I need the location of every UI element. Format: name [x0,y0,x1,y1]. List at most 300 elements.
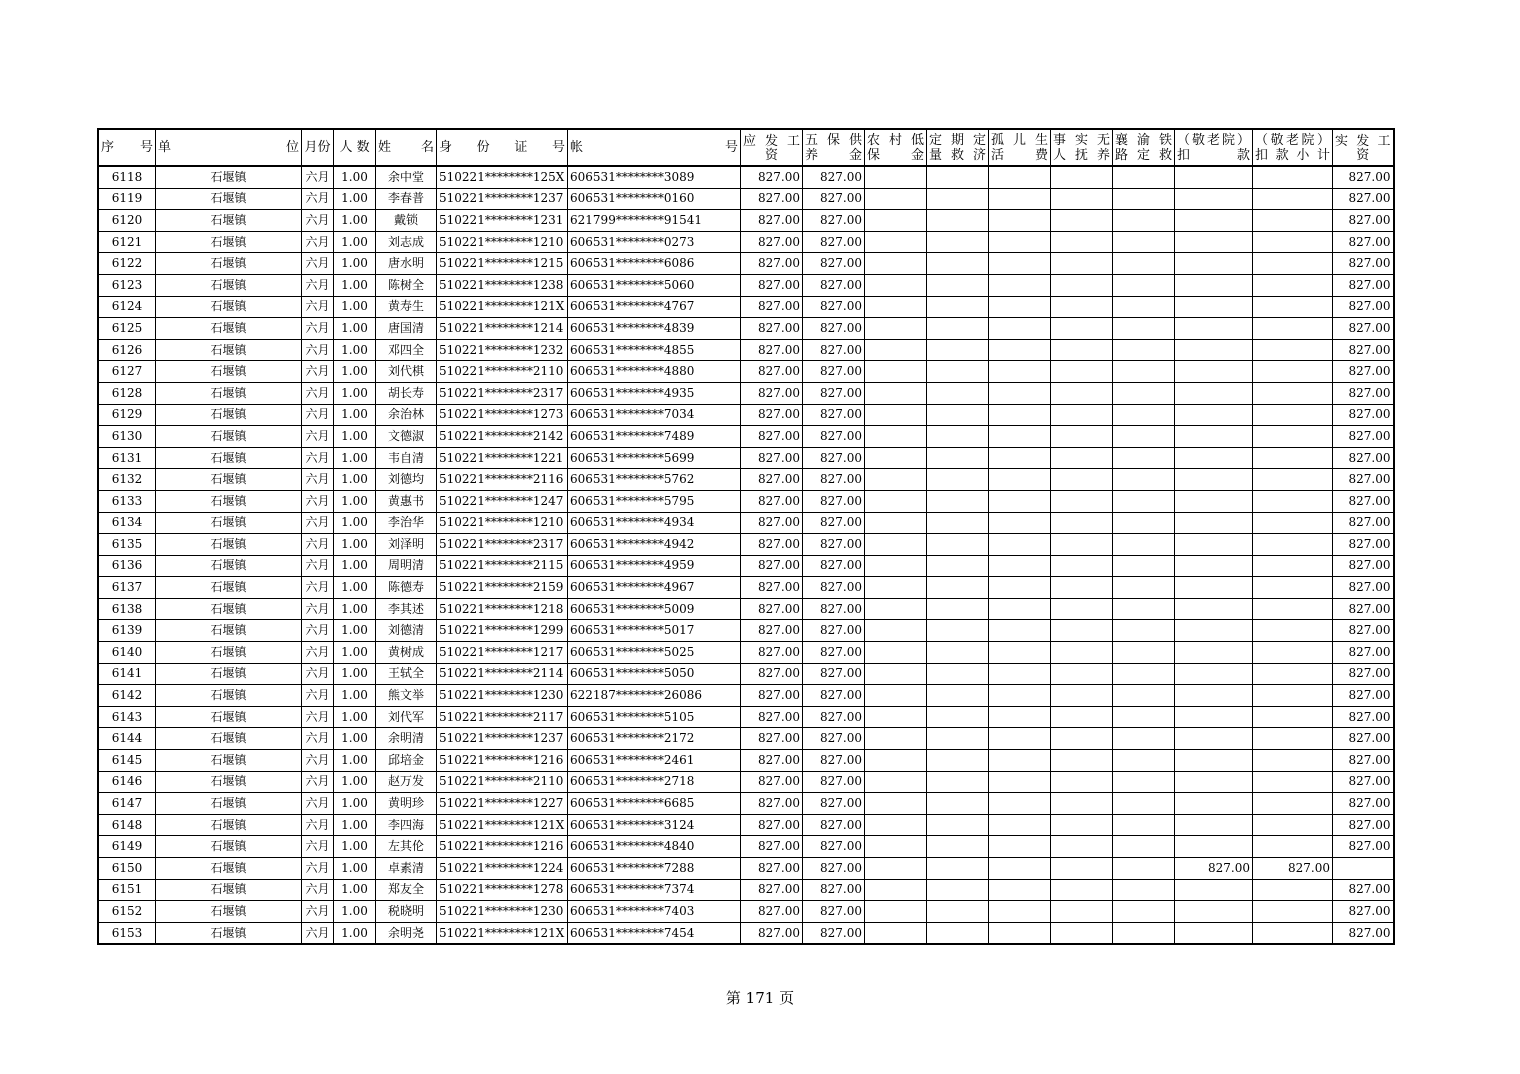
cell-wubao: 827.00 [803,879,865,901]
cell-deduction [1175,620,1253,642]
cell-id: 510221********2317 [437,534,568,556]
cell-wubao: 827.00 [803,814,865,836]
cell-dibao [865,555,927,577]
cell-net-pay: 827.00 [1333,706,1394,728]
cell-name: 胡长寿 [376,382,437,404]
cell-month: 六月 [302,188,334,210]
cell-due-pay: 827.00 [741,318,803,340]
cell-deduction-subtotal [1253,318,1333,340]
cell-month: 六月 [302,620,334,642]
cell-account: 606531********3124 [568,814,741,836]
header-count: 人 数 [334,129,376,166]
cell-name: 黄树成 [376,642,437,664]
cell-net-pay: 827.00 [1333,512,1394,534]
cell-deduction-subtotal [1253,901,1333,923]
cell-xiangyu [1113,404,1175,426]
cell-orphan [989,598,1051,620]
cell-xiangyu [1113,231,1175,253]
cell-dingqi [927,382,989,404]
cell-wubao: 827.00 [803,771,865,793]
table-row [98,426,1394,448]
cell-wubao: 827.00 [803,318,865,340]
cell-wubao: 827.00 [803,339,865,361]
cell-count: 1.00 [334,858,376,880]
cell-dingqi [927,901,989,923]
cell-net-pay: 827.00 [1333,361,1394,383]
cell-dibao [865,534,927,556]
header-wubao: 五 保 供 养 金 [803,129,865,166]
cell-due-pay: 827.00 [741,793,803,815]
cell-count: 1.00 [334,706,376,728]
cell-orphan [989,642,1051,664]
cell-net-pay: 827.00 [1333,426,1394,448]
cell-shishi [1051,750,1113,772]
cell-month: 六月 [302,685,334,707]
header-net-pay: 实 发 工 资 [1333,129,1394,166]
cell-deduction-subtotal [1253,598,1333,620]
cell-month: 六月 [302,642,334,664]
header-shishi: 事 实 无 人 抚 养 [1051,129,1113,166]
cell-wubao: 827.00 [803,922,865,944]
cell-id: 510221********2317 [437,382,568,404]
cell-due-pay: 827.00 [741,728,803,750]
cell-account: 606531********4767 [568,296,741,318]
header-month: 月份 [302,129,334,166]
cell-dibao [865,901,927,923]
cell-id: 510221********1221 [437,447,568,469]
cell-deduction [1175,836,1253,858]
cell-name: 邱培金 [376,750,437,772]
cell-shishi [1051,620,1113,642]
cell-unit: 石堰镇 [156,706,302,728]
cell-unit: 石堰镇 [156,836,302,858]
cell-xiangyu [1113,318,1175,340]
cell-count: 1.00 [334,728,376,750]
cell-xiangyu [1113,274,1175,296]
cell-id: 510221********1216 [437,836,568,858]
cell-net-pay: 827.00 [1333,620,1394,642]
header-name: 姓 名 [376,129,437,166]
cell-xiangyu [1113,814,1175,836]
cell-due-pay: 827.00 [741,879,803,901]
cell-deduction [1175,793,1253,815]
cell-deduction [1175,685,1253,707]
cell-count: 1.00 [334,426,376,448]
cell-id: 510221********2142 [437,426,568,448]
cell-wubao: 827.00 [803,901,865,923]
cell-id: 510221********1230 [437,685,568,707]
cell-deduction [1175,253,1253,275]
cell-xiangyu [1113,879,1175,901]
cell-unit: 石堰镇 [156,166,302,188]
cell-dingqi [927,814,989,836]
cell-month: 六月 [302,555,334,577]
cell-name: 文德淑 [376,426,437,448]
cell-deduction [1175,188,1253,210]
cell-deduction [1175,296,1253,318]
cell-xiangyu [1113,922,1175,944]
cell-unit: 石堰镇 [156,274,302,296]
cell-count: 1.00 [334,577,376,599]
cell-orphan [989,382,1051,404]
table-row [98,166,1394,188]
cell-due-pay: 827.00 [741,210,803,232]
cell-due-pay: 827.00 [741,642,803,664]
cell-id: 510221********2117 [437,706,568,728]
cell-deduction [1175,274,1253,296]
table-row [98,231,1394,253]
header-seq: 序 号 [98,129,156,166]
cell-seq: 6129 [98,404,156,426]
cell-dingqi [927,534,989,556]
cell-deduction-subtotal [1253,879,1333,901]
cell-count: 1.00 [334,339,376,361]
cell-month: 六月 [302,706,334,728]
table-row [98,447,1394,469]
cell-count: 1.00 [334,296,376,318]
cell-dingqi [927,188,989,210]
cell-shishi [1051,404,1113,426]
table-row [98,382,1394,404]
cell-due-pay: 827.00 [741,922,803,944]
cell-id: 510221********1273 [437,404,568,426]
cell-wubao: 827.00 [803,728,865,750]
cell-unit: 石堰镇 [156,534,302,556]
cell-seq: 6124 [98,296,156,318]
cell-net-pay: 827.00 [1333,555,1394,577]
cell-name: 陈树全 [376,274,437,296]
cell-name: 刘代棋 [376,361,437,383]
cell-net-pay: 827.00 [1333,577,1394,599]
cell-month: 六月 [302,858,334,880]
cell-month: 六月 [302,296,334,318]
cell-unit: 石堰镇 [156,663,302,685]
cell-month: 六月 [302,663,334,685]
cell-due-pay: 827.00 [741,253,803,275]
cell-id: 510221********2110 [437,361,568,383]
cell-account: 606531********7374 [568,879,741,901]
cell-unit: 石堰镇 [156,318,302,340]
cell-seq: 6130 [98,426,156,448]
cell-due-pay: 827.00 [741,620,803,642]
cell-seq: 6120 [98,210,156,232]
table-row [98,404,1394,426]
cell-unit: 石堰镇 [156,231,302,253]
cell-account: 606531********4967 [568,577,741,599]
cell-deduction [1175,490,1253,512]
cell-id: 510221********1214 [437,318,568,340]
cell-wubao: 827.00 [803,512,865,534]
cell-shishi [1051,901,1113,923]
cell-orphan [989,166,1051,188]
cell-seq: 6139 [98,620,156,642]
table-row [98,922,1394,944]
cell-net-pay: 827.00 [1333,642,1394,664]
cell-net-pay: 827.00 [1333,166,1394,188]
cell-xiangyu [1113,361,1175,383]
cell-name: 李春普 [376,188,437,210]
cell-id: 510221********1216 [437,750,568,772]
cell-orphan [989,188,1051,210]
cell-name: 刘志成 [376,231,437,253]
cell-net-pay: 827.00 [1333,771,1394,793]
cell-month: 六月 [302,469,334,491]
cell-unit: 石堰镇 [156,750,302,772]
cell-unit: 石堰镇 [156,253,302,275]
cell-month: 六月 [302,728,334,750]
cell-net-pay: 827.00 [1333,274,1394,296]
cell-dibao [865,318,927,340]
cell-dingqi [927,512,989,534]
cell-shishi [1051,642,1113,664]
cell-orphan [989,404,1051,426]
cell-seq: 6149 [98,836,156,858]
cell-unit: 石堰镇 [156,555,302,577]
cell-count: 1.00 [334,447,376,469]
cell-count: 1.00 [334,231,376,253]
cell-net-pay: 827.00 [1333,318,1394,340]
table-row [98,512,1394,534]
cell-seq: 6151 [98,879,156,901]
cell-orphan [989,231,1051,253]
cell-count: 1.00 [334,210,376,232]
cell-unit: 石堰镇 [156,577,302,599]
cell-dingqi [927,620,989,642]
cell-wubao: 827.00 [803,447,865,469]
cell-deduction [1175,231,1253,253]
cell-dingqi [927,706,989,728]
cell-account: 606531********7403 [568,901,741,923]
table-row [98,555,1394,577]
cell-net-pay: 827.00 [1333,404,1394,426]
cell-dingqi [927,318,989,340]
cell-count: 1.00 [334,598,376,620]
cell-wubao: 827.00 [803,361,865,383]
cell-due-pay: 827.00 [741,231,803,253]
cell-dibao [865,685,927,707]
cell-deduction-subtotal [1253,296,1333,318]
cell-orphan [989,296,1051,318]
cell-deduction [1175,771,1253,793]
cell-xiangyu [1113,642,1175,664]
cell-count: 1.00 [334,318,376,340]
cell-due-pay: 827.00 [741,706,803,728]
cell-due-pay: 827.00 [741,750,803,772]
cell-deduction [1175,706,1253,728]
cell-xiangyu [1113,663,1175,685]
cell-id: 510221********125X [437,166,568,188]
cell-deduction-subtotal [1253,166,1333,188]
table-row [98,642,1394,664]
cell-wubao: 827.00 [803,274,865,296]
cell-dibao [865,490,927,512]
cell-xiangyu [1113,339,1175,361]
cell-count: 1.00 [334,922,376,944]
cell-dibao [865,642,927,664]
cell-count: 1.00 [334,469,376,491]
cell-deduction-subtotal [1253,728,1333,750]
table-row [98,253,1394,275]
table-row [98,793,1394,815]
cell-deduction [1175,663,1253,685]
cell-shishi [1051,447,1113,469]
cell-due-pay: 827.00 [741,512,803,534]
cell-deduction-subtotal [1253,922,1333,944]
cell-account: 606531********4934 [568,512,741,534]
cell-unit: 石堰镇 [156,879,302,901]
cell-wubao: 827.00 [803,469,865,491]
cell-orphan [989,706,1051,728]
cell-wubao: 827.00 [803,750,865,772]
cell-orphan [989,512,1051,534]
cell-count: 1.00 [334,382,376,404]
cell-due-pay: 827.00 [741,685,803,707]
cell-name: 李治华 [376,512,437,534]
cell-month: 六月 [302,750,334,772]
cell-account: 606531********4935 [568,382,741,404]
cell-xiangyu [1113,555,1175,577]
cell-deduction [1175,901,1253,923]
cell-unit: 石堰镇 [156,339,302,361]
cell-unit: 石堰镇 [156,361,302,383]
cell-deduction-subtotal [1253,663,1333,685]
cell-seq: 6147 [98,793,156,815]
cell-id: 510221********1247 [437,490,568,512]
cell-account: 606531********5017 [568,620,741,642]
cell-orphan [989,469,1051,491]
cell-month: 六月 [302,490,334,512]
cell-net-pay [1333,858,1394,880]
cell-seq: 6126 [98,339,156,361]
cell-seq: 6138 [98,598,156,620]
cell-deduction-subtotal [1253,253,1333,275]
cell-orphan [989,771,1051,793]
cell-deduction-subtotal [1253,231,1333,253]
cell-dingqi [927,426,989,448]
cell-unit: 石堰镇 [156,620,302,642]
table-row [98,750,1394,772]
cell-name: 卓素清 [376,858,437,880]
cell-dibao [865,620,927,642]
cell-deduction-subtotal [1253,447,1333,469]
cell-seq: 6140 [98,642,156,664]
cell-unit: 石堰镇 [156,188,302,210]
cell-account: 606531********5009 [568,598,741,620]
cell-unit: 石堰镇 [156,858,302,880]
cell-deduction-subtotal [1253,814,1333,836]
cell-due-pay: 827.00 [741,663,803,685]
cell-account: 622187********26086 [568,685,741,707]
cell-account: 606531********4839 [568,318,741,340]
cell-shishi [1051,685,1113,707]
cell-account: 606531********4855 [568,339,741,361]
table-row [98,706,1394,728]
cell-due-pay: 827.00 [741,901,803,923]
cell-orphan [989,274,1051,296]
cell-count: 1.00 [334,534,376,556]
cell-dibao [865,706,927,728]
cell-wubao: 827.00 [803,620,865,642]
cell-id: 510221********1237 [437,728,568,750]
cell-account: 606531********0160 [568,188,741,210]
cell-orphan [989,534,1051,556]
cell-account: 606531********7454 [568,922,741,944]
cell-name: 刘泽明 [376,534,437,556]
header-deduction-subtotal: （敬老院） 扣 款 小 计 [1253,129,1333,166]
cell-account: 606531********6685 [568,793,741,815]
cell-shishi [1051,426,1113,448]
cell-name: 李四海 [376,814,437,836]
cell-account: 606531********2461 [568,750,741,772]
cell-month: 六月 [302,274,334,296]
cell-net-pay: 827.00 [1333,231,1394,253]
cell-count: 1.00 [334,188,376,210]
cell-shishi [1051,706,1113,728]
cell-id: 510221********121X [437,922,568,944]
cell-due-pay: 827.00 [741,598,803,620]
cell-id: 510221********1231 [437,210,568,232]
cell-unit: 石堰镇 [156,922,302,944]
cell-wubao: 827.00 [803,490,865,512]
cell-deduction-subtotal [1253,836,1333,858]
cell-net-pay: 827.00 [1333,598,1394,620]
cell-due-pay: 827.00 [741,296,803,318]
cell-month: 六月 [302,879,334,901]
cell-deduction [1175,210,1253,232]
cell-dibao [865,577,927,599]
cell-account: 606531********5795 [568,490,741,512]
cell-dingqi [927,922,989,944]
cell-id: 510221********1224 [437,858,568,880]
cell-xiangyu [1113,577,1175,599]
table-row [98,361,1394,383]
cell-due-pay: 827.00 [741,490,803,512]
cell-shishi [1051,382,1113,404]
cell-seq: 6127 [98,361,156,383]
cell-month: 六月 [302,836,334,858]
cell-deduction [1175,879,1253,901]
header-unit: 单 位 [156,129,302,166]
cell-shishi [1051,231,1113,253]
cell-dibao [865,426,927,448]
cell-account: 606531********2718 [568,771,741,793]
cell-shishi [1051,879,1113,901]
cell-id: 510221********2116 [437,469,568,491]
cell-deduction [1175,728,1253,750]
cell-month: 六月 [302,922,334,944]
cell-count: 1.00 [334,512,376,534]
cell-xiangyu [1113,210,1175,232]
cell-orphan [989,750,1051,772]
cell-unit: 石堰镇 [156,469,302,491]
cell-month: 六月 [302,339,334,361]
cell-dingqi [927,685,989,707]
table-row [98,814,1394,836]
cell-account: 606531********4840 [568,836,741,858]
cell-due-pay: 827.00 [741,858,803,880]
cell-dibao [865,253,927,275]
cell-xiangyu [1113,750,1175,772]
cell-shishi [1051,166,1113,188]
cell-due-pay: 827.00 [741,836,803,858]
cell-unit: 石堰镇 [156,685,302,707]
cell-dibao [865,750,927,772]
cell-account: 606531********4942 [568,534,741,556]
cell-deduction [1175,339,1253,361]
cell-unit: 石堰镇 [156,512,302,534]
cell-orphan [989,663,1051,685]
cell-dibao [865,793,927,815]
